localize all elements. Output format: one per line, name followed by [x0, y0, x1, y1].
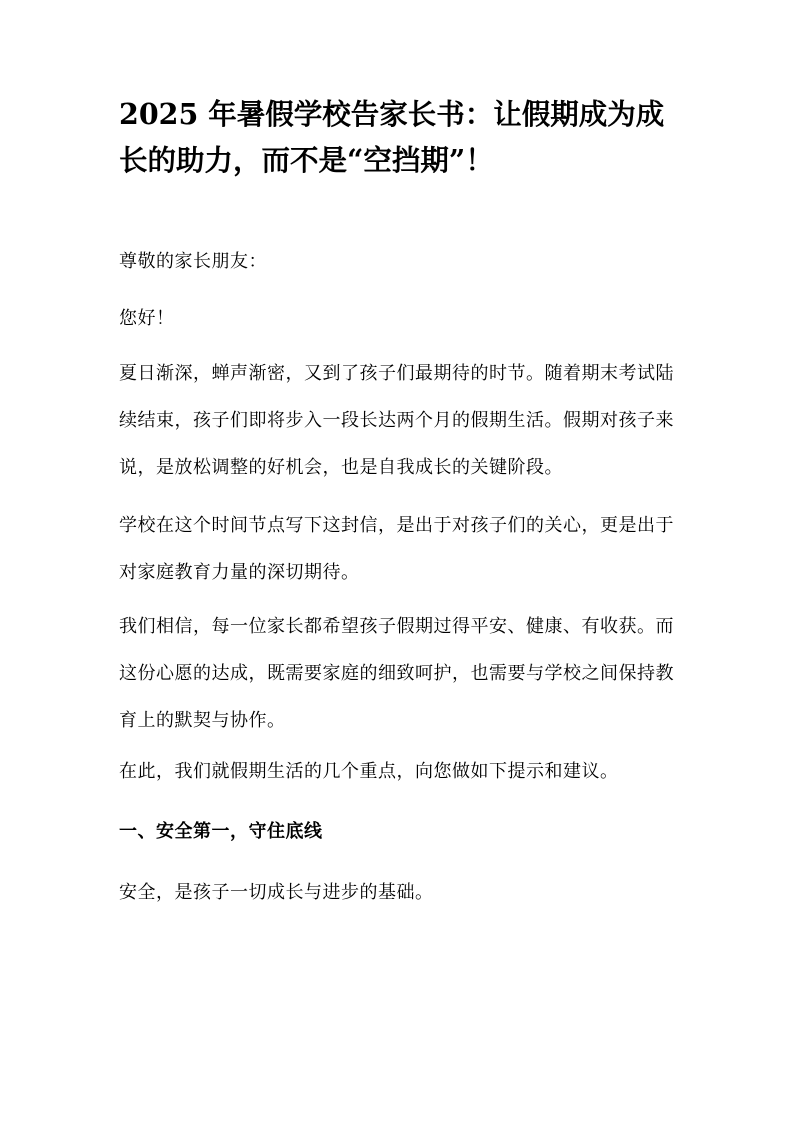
greeting: 您好！: [119, 308, 175, 329]
body-paragraph: 夏日渐深，蝉声渐密，又到了孩子们最期待的时节。随着期末考试陆续结束，孩子们即将步入一段长达两个月的假期生活。假期对孩子来说，是放松调整的好机会，也是自我成长的关键阶段。: [119, 363, 674, 478]
section-intro: 安全，是孩子一切成长与进步的基础。: [119, 882, 434, 903]
body-paragraph: 我们相信，每一位家长都希望孩子假期过得平安、健康、有收获。而这份心愿的达成，既需要家庭的细致呵护，也需要与学校之间保持教育上的默契与协作。: [119, 616, 674, 731]
body-paragraph: 在此，我们就假期生活的几个重点，向您做如下提示和建议。: [119, 761, 619, 782]
document-title: 2025 年暑假学校告家长书：让假期成为成长的助力，而不是“空挡期”！: [119, 97, 665, 177]
body-paragraph: 学校在这个时间节点写下这封信，是出于对孩子们的关心，更是出于对家庭教育力量的深切期待。: [119, 515, 674, 583]
section-heading: 一、安全第一，守住底线: [119, 821, 323, 842]
salutation: 尊敬的家长朋友：: [119, 251, 267, 272]
